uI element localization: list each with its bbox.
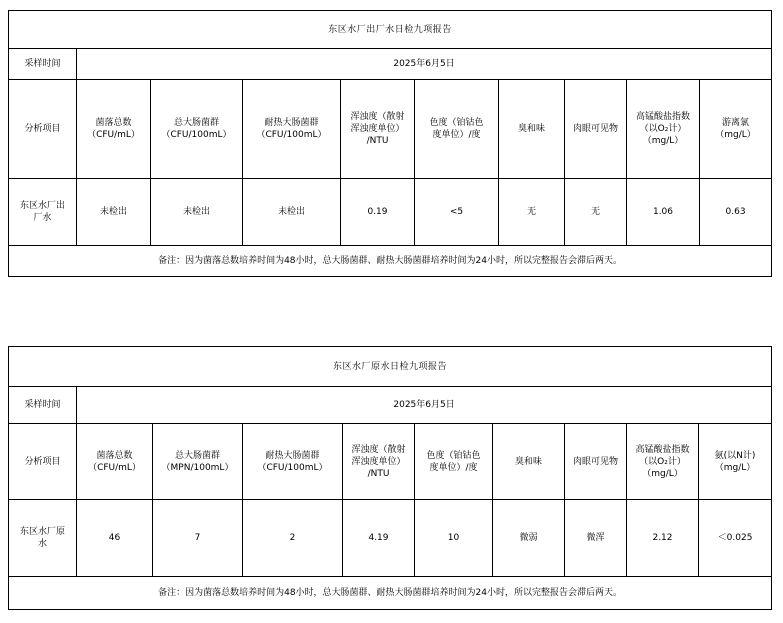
header-color: 色度（铂钴色 度单位）/度 <box>415 80 499 179</box>
sampling-date: 2025年6月5日 <box>77 49 772 80</box>
report-note: 备注：因为菌落总数培养时间为48小时，总大肠菌群、耐热大肠菌群培养时间为24小时，所以完整报告会滞后两天。 <box>9 577 772 610</box>
value-visible-matter: 无 <box>565 179 627 246</box>
report-table-raw-water <box>8 346 772 610</box>
value-ammonia: ＜0.025 <box>699 500 772 577</box>
header-total-coliforms: 总大肠菌群 （MPN/100mL） <box>153 424 243 500</box>
header-permanganate-index: 高锰酸盐指数 （以O₂计） （mg/L） <box>627 80 700 179</box>
report-title: 东区水厂原水日检九项报告 <box>9 347 772 387</box>
header-odor-taste: 臭和味 <box>493 424 565 500</box>
sampling-time-label: 采样时间 <box>9 387 77 424</box>
value-turbidity: 0.19 <box>341 179 415 246</box>
value-visible-matter: 微浑 <box>565 500 627 577</box>
header-turbidity: 浑浊度（散射 浑浊度单位） /NTU <box>343 424 415 500</box>
report-table-finished-water <box>8 10 772 277</box>
value-color: 10 <box>415 500 493 577</box>
report-title: 东区水厂出厂水日检九项报告 <box>9 11 772 49</box>
header-colony-count: 菌落总数 （CFU/mL） <box>77 80 151 179</box>
value-colony-count: 46 <box>77 500 153 577</box>
header-colony-count: 菌落总数 （CFU/mL） <box>77 424 153 500</box>
value-colony-count: 未检出 <box>77 179 151 246</box>
value-odor-taste: 微弱 <box>493 500 565 577</box>
sample-name: 东区水厂出 厂水 <box>9 179 77 246</box>
sampling-time-label: 采样时间 <box>9 49 77 80</box>
value-total-coliforms: 未检出 <box>151 179 243 246</box>
value-total-coliforms: 7 <box>153 500 243 577</box>
header-ammonia: 氨(以N计) （mg/L） <box>699 424 772 500</box>
value-free-chlorine: 0.63 <box>700 179 772 246</box>
sample-name: 东区水厂原 水 <box>9 500 77 577</box>
value-thermotolerant-coliforms: 未检出 <box>243 179 341 246</box>
value-turbidity: 4.19 <box>343 500 415 577</box>
value-permanganate-index: 2.12 <box>627 500 699 577</box>
header-odor-taste: 臭和味 <box>499 80 565 179</box>
value-odor-taste: 无 <box>499 179 565 246</box>
header-visible-matter: 肉眼可见物 <box>565 424 627 500</box>
report-note: 备注：因为菌落总数培养时间为48小时，总大肠菌群、耐热大肠菌群培养时间为24小时，所以完整报告会滞后两天。 <box>9 246 772 277</box>
header-permanganate-index: 高锰酸盐指数 （以O₂计） （mg/L） <box>627 424 699 500</box>
header-thermotolerant-coliforms: 耐热大肠菌群 （CFU/100mL） <box>243 80 341 179</box>
value-color: <5 <box>415 179 499 246</box>
analysis-item-label: 分析项目 <box>9 80 77 179</box>
value-thermotolerant-coliforms: 2 <box>243 500 343 577</box>
sampling-date: 2025年6月5日 <box>77 387 772 424</box>
header-total-coliforms: 总大肠菌群 （CFU/100mL） <box>151 80 243 179</box>
header-thermotolerant-coliforms: 耐热大肠菌群 （CFU/100mL） <box>243 424 343 500</box>
header-free-chlorine: 游离氯 （mg/L） <box>700 80 772 179</box>
analysis-item-label: 分析项目 <box>9 424 77 500</box>
header-visible-matter: 肉眼可见物 <box>565 80 627 179</box>
header-turbidity: 浑浊度（散射 浑浊度单位） /NTU <box>341 80 415 179</box>
header-color: 色度（铂钴色 度单位）/度 <box>415 424 493 500</box>
value-permanganate-index: 1.06 <box>627 179 700 246</box>
